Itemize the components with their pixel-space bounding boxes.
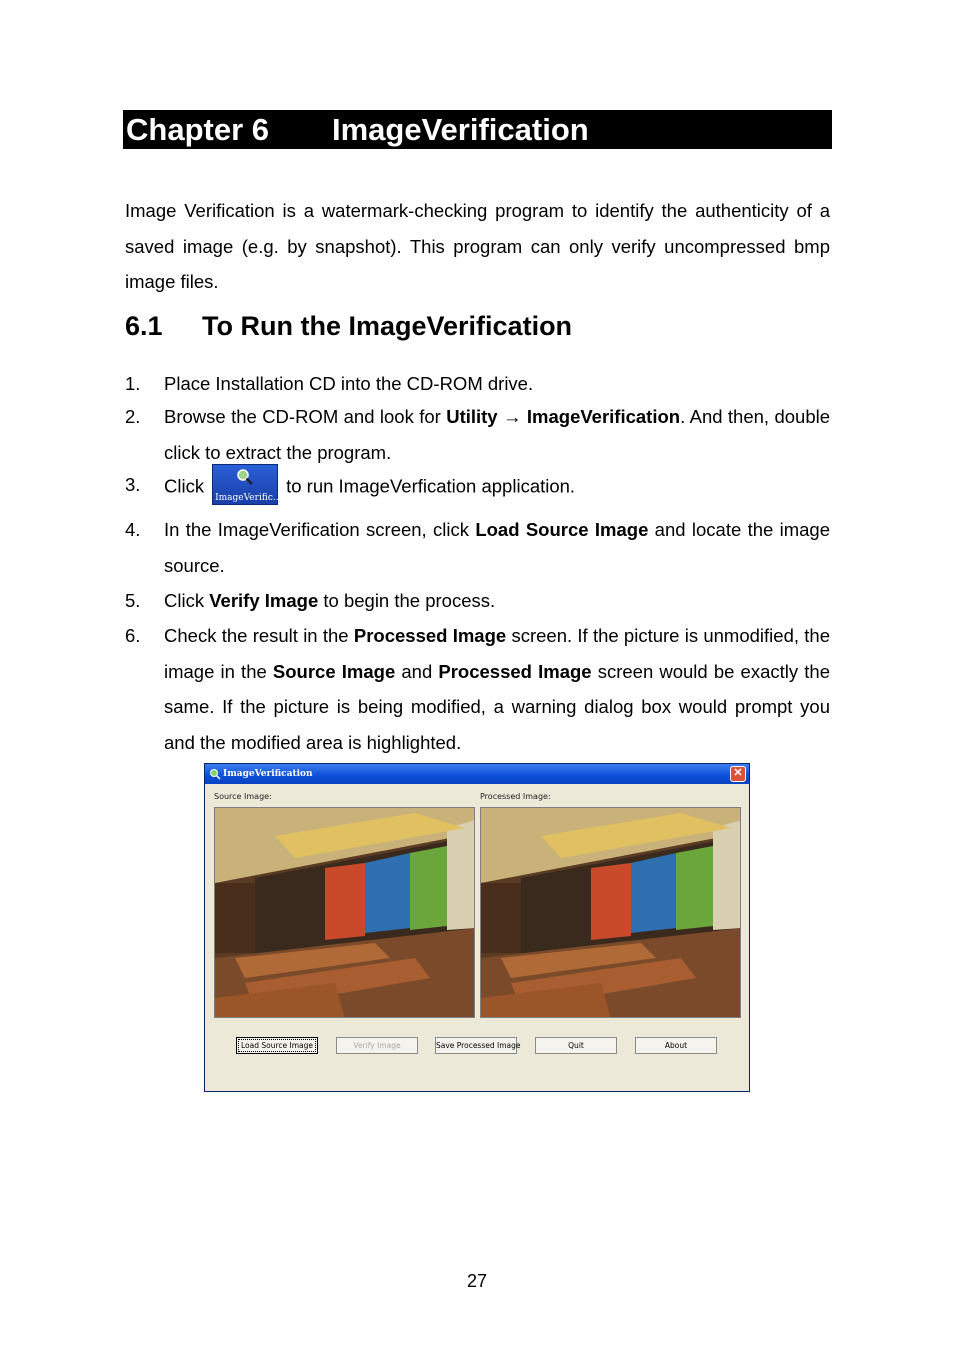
classroom-photo (215, 808, 475, 1018)
processed-image-panel (480, 807, 741, 1018)
verify-image-label: Verify Image (209, 590, 319, 611)
step-text (164, 512, 830, 583)
step-text (164, 583, 830, 619)
step-number: 5. (125, 590, 141, 611)
page-number: 27 (466, 1271, 488, 1291)
arrow-glyph: → (497, 406, 527, 427)
step-text-part: screen. If the picture is unmodified, the image in the (164, 625, 830, 682)
quit-button[interactable]: Quit (535, 1037, 617, 1054)
intro-paragraph: Image Verification is a watermark-checking program to identify the authenticity of a saved image (e.g. by snapshot). This program can only verify uncompressed bmp image files. (125, 200, 830, 292)
list-item (125, 618, 830, 760)
source-image-caption: Source Image: (214, 792, 272, 801)
about-button[interactable]: About (635, 1037, 717, 1054)
list-item (125, 467, 830, 508)
step-text-part: screen would be exactly the same. If the picture is being modified, a warning dialog box would prompt you and the modified area is highlighted. (164, 660, 830, 753)
load-source-image-button[interactable]: Load Source Image (236, 1037, 318, 1054)
step-number: 1. (125, 373, 141, 394)
step-text-part: . And then, double click to extract the program. (164, 406, 831, 463)
window-title: ImageVerification (223, 769, 313, 779)
step-number: 2. (125, 406, 141, 427)
window-titlebar[interactable] (205, 764, 749, 784)
step-number: 4. (125, 519, 141, 540)
step-text-part: In the ImageVerification screen, click (164, 519, 476, 540)
close-icon[interactable]: ✕ (730, 766, 746, 782)
step-text-part: Click (164, 590, 210, 611)
step-text: Place Installation CD into the CD-ROM drive. (164, 373, 534, 394)
step-text (164, 467, 830, 508)
load-source-image-label: Load Source Image (475, 519, 649, 540)
save-processed-image-button[interactable]: Save Processed Image (435, 1037, 517, 1054)
source-image-label: Source Image (272, 660, 396, 682)
step-text (164, 618, 830, 760)
chapter-title: ImageVerification (332, 112, 589, 147)
step-text-part: to begin the process. (318, 590, 496, 611)
section-heading (125, 306, 572, 346)
utility-label: Utility (446, 406, 498, 427)
imageverification-window (204, 763, 750, 1092)
list-item (125, 512, 830, 583)
processed-image-label: Processed Image (438, 660, 592, 682)
magnifier-icon (236, 468, 254, 486)
step-text-part: to run ImageVerfication application. (286, 475, 576, 497)
classroom-photo (481, 808, 741, 1018)
step-text-part: and locate the image source. (164, 519, 830, 576)
step-text (164, 399, 830, 470)
chapter-heading (123, 110, 832, 149)
chapter-number: Chapter 6 (126, 112, 269, 147)
step-number: 6. (125, 625, 141, 646)
list-item (125, 399, 830, 470)
step-text-part: Click (164, 475, 205, 497)
step-text-part: Browse the CD-ROM and look for (164, 406, 447, 427)
processed-image-label: Processed Image (353, 625, 507, 646)
app-icon-label: ImageVerific... (215, 493, 282, 503)
step-text-part: Check the result in the (164, 625, 354, 646)
step-number: 3. (125, 474, 141, 495)
verify-image-button[interactable]: Verify Image (336, 1037, 418, 1054)
imageverification-app-icon (212, 464, 282, 505)
step-text-part: and (395, 660, 439, 682)
app-icon (209, 768, 221, 780)
section-title: To Run the ImageVerification (202, 311, 573, 341)
list-item (125, 583, 830, 619)
section-number: 6.1 (125, 311, 163, 341)
imageverification-label: ImageVerification (526, 406, 681, 427)
list-item (125, 366, 830, 402)
processed-image-caption: Processed Image: (480, 792, 551, 801)
source-image-panel (214, 807, 475, 1018)
